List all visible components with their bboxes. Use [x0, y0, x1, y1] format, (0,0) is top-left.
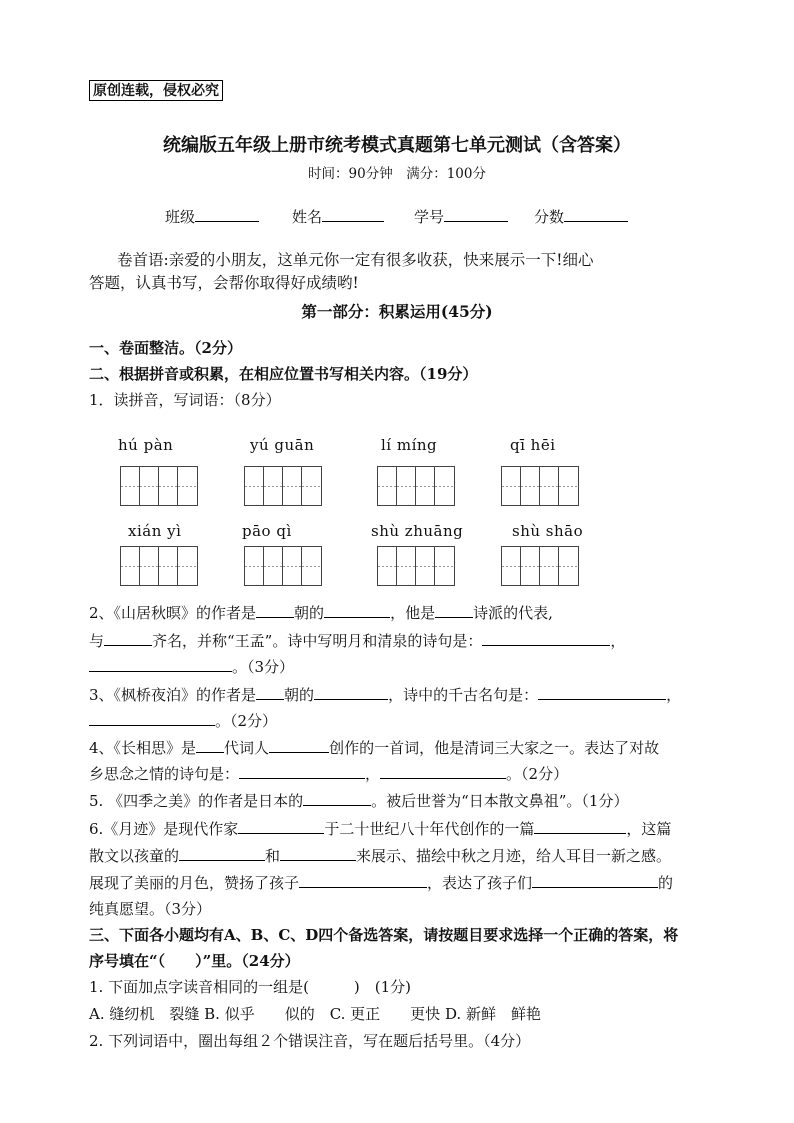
blank[interactable]	[534, 819, 626, 834]
question-2-6-line-2: 散文以孩童的 和 来展示、描绘中秋之月迹，给人耳目一新之感。	[89, 847, 672, 865]
pinyin-6: pāo qì	[242, 522, 292, 540]
blank[interactable]	[104, 631, 152, 646]
question-2-6-line-3: 展现了美丽的月色，赞扬了孩子 ，表达了孩子们 的	[89, 874, 674, 892]
blank[interactable]	[256, 685, 284, 700]
pinyin-2: yú guān	[250, 436, 315, 454]
question-2-2-line-1: 2、《山居秋暝》的作者是 朝的 ，他是 诗派的代表,	[89, 604, 553, 622]
id-field	[414, 206, 508, 227]
name-field	[292, 206, 384, 227]
writing-grid-4[interactable]	[501, 466, 579, 506]
question-2-2-line-2: 与 齐名，并称“王孟”。诗中写明月和清泉的诗句是： ，	[89, 632, 626, 650]
question-3-line-1: 三、下面各小题均有A、B、C、D四个备选答案，请按题目要求选择一个正确的答案，将	[89, 926, 679, 944]
blank[interactable]	[435, 603, 473, 618]
part1-heading: 第一部分：积累运用(45分)	[301, 302, 493, 321]
pinyin-7: shù zhuāng	[371, 522, 464, 540]
blank[interactable]	[380, 764, 506, 779]
blank[interactable]	[89, 711, 215, 726]
blank[interactable]	[89, 657, 232, 672]
question-2-3-line-1: 3、《枫桥夜泊》的作者是 朝的 ，诗中的千古名句是： ，	[89, 686, 682, 704]
writing-grid-8[interactable]	[501, 546, 579, 586]
pinyin-1: hú pàn	[118, 436, 174, 454]
question-2-6-line-1: 6.《月迹》是现代作家 于二十世纪八十年代创作的一篇 ，这篇	[89, 820, 672, 838]
writing-grid-5[interactable]	[120, 546, 198, 586]
pinyin-5: xián yì	[128, 522, 182, 540]
blank[interactable]	[324, 603, 390, 618]
writing-grid-2[interactable]	[244, 466, 322, 506]
writing-grid-3[interactable]	[377, 466, 455, 506]
question-3-2: 2. 下列词语中，圈出每组２个错误注音，写在题后括号里。（4分）	[89, 1032, 531, 1050]
writing-grid-7[interactable]	[377, 546, 455, 586]
question-2-2-line-3: 。（3分）	[89, 656, 294, 677]
blank[interactable]	[179, 846, 265, 861]
question-3-1-options: A. 缝纫机 裂缝 B. 似乎 似的 C. 更正 更快 D. 新鲜 鲜艳	[89, 1005, 541, 1023]
class-blank[interactable]	[195, 207, 259, 222]
blank[interactable]	[538, 685, 666, 700]
blank[interactable]	[299, 873, 427, 888]
blank[interactable]	[256, 603, 294, 618]
page-title: 统编版五年级上册市统考模式真题第七单元测试（含答案）	[163, 135, 631, 156]
blank[interactable]	[238, 819, 324, 834]
question-2-4-line-1: 4、《长相思》是 代词人 创作的一首词，他是清词三大家之一。表达了对故	[89, 739, 660, 757]
question-2-5: 5. 《四季之美》的作者是日本的 。被后世誉为“日本散文鼻祖”。（1分）	[89, 792, 629, 810]
blank[interactable]	[532, 873, 658, 888]
id-blank[interactable]	[444, 207, 508, 222]
class-label: 班级	[165, 208, 196, 226]
blank[interactable]	[239, 764, 365, 779]
score-label: 分数	[534, 208, 565, 226]
question-2-4-line-2: 乡思念之情的诗句是： ， 。（2分）	[89, 765, 569, 783]
intro-line-2: 答题，认真书写，会帮你取得好成绩哟!	[89, 274, 359, 292]
blank[interactable]	[314, 685, 388, 700]
blank[interactable]	[280, 846, 356, 861]
pinyin-8: shù shāo	[512, 522, 584, 540]
blank[interactable]	[196, 738, 224, 753]
intro-line-1: 卷首语:亲爱的小朋友，这单元你一定有很多收获，快来展示一下!细心	[117, 251, 594, 269]
writing-grid-1[interactable]	[120, 466, 198, 506]
score-blank[interactable]	[564, 207, 628, 222]
pinyin-4: qī hēi	[510, 436, 556, 454]
pinyin-3: lí míng	[381, 436, 438, 454]
question-2-6-line-4: 纯真愿望。（3分）	[89, 900, 212, 918]
blank[interactable]	[269, 738, 329, 753]
blank[interactable]	[303, 791, 371, 806]
copyright-stamp: 原创连载，侵权必究	[89, 80, 223, 101]
exam-meta: 时间：90分钟 满分：100分	[308, 166, 486, 182]
writing-grid-6[interactable]	[244, 546, 322, 586]
question-3-1: 1. 下面加点字读音相同的一组是( ) (1分)	[89, 978, 412, 996]
question-1: 一、卷面整洁。（2分）	[89, 339, 242, 357]
question-2-3-line-2: 。（2分）	[89, 710, 277, 731]
question-2-1: 1．读拼音，写词语：（8分）	[89, 391, 281, 409]
blank[interactable]	[482, 631, 610, 646]
class-field	[165, 206, 259, 227]
score-field	[534, 206, 628, 227]
question-2: 二、根据拼音或积累，在相应位置书写相关内容。（19分）	[89, 365, 478, 383]
name-blank[interactable]	[322, 207, 384, 222]
name-label: 姓名	[292, 208, 323, 226]
id-label: 学号	[414, 208, 445, 226]
question-3-line-2: 序号填在“（ ）”里。（24分）	[89, 952, 300, 970]
